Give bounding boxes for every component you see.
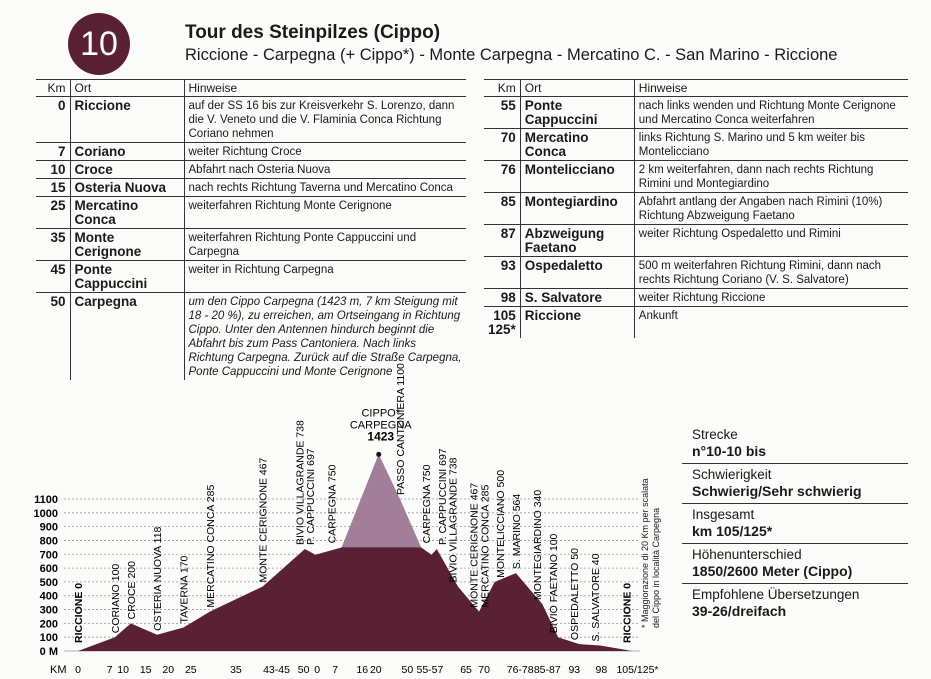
cell-hin: Abfahrt nach Osteria Nuova (184, 161, 466, 179)
cell-ort: Monte Cerignone (70, 229, 184, 261)
cell-km: 105 125* (484, 307, 520, 339)
cell-hin: auf der SS 16 bis zur Kreisverkehr S. Lorenzo, dann die V. Veneto und die V. Flaminia Conca Richtung Coriano nehmen (184, 97, 466, 143)
table-row (36, 197, 466, 229)
cell-ort: Coriano (70, 143, 184, 161)
cell-hin: nach rechts Richtung Taverna und Mercatino Conca (184, 179, 466, 197)
x-tick-label: 93 (568, 664, 581, 676)
cell-km: 98 (484, 289, 520, 307)
cell-hin: weiterfahren Richtung Ponte Cappuccini und Carpegna (184, 229, 466, 261)
cell-km: 35 (36, 229, 70, 261)
table-row (36, 97, 466, 143)
cippo-footnote: * Maggiorazione di 20 Km per scalata del Cippo in località Carpegna (640, 478, 661, 628)
info-label: Insgesamt (692, 507, 755, 522)
elevation-profile-chart (0, 363, 680, 679)
place-label: P. CAPPUCCINI 697 (305, 448, 318, 546)
place-label: BIVIO VILLAGRANDE 738 (447, 457, 460, 583)
x-tick-label: 0 (314, 664, 321, 676)
cell-km: 87 (484, 225, 520, 257)
x-tick-label: 98 (595, 664, 608, 676)
cell-hin: um den Cippo Carpegna (1423 m, 7 km Steigung mit 18 - 20 %), zu erreichen, am Ortseingang in Richtung Cippo. Unter den Antennen hindurch beginnt die Abfahrt bis zum Pass Cantoniera. Nach links Richtung Carpegna. Zurück auf die Straße Carpegna, Ponte Cappuccini und Monte Cerignone (188, 296, 462, 378)
col-ort-header: Ort (520, 80, 634, 97)
cell-ort: Abzweigung Faetano (520, 225, 634, 257)
place-label: CARPEGNA 750 (421, 464, 434, 544)
info-label: Strecke (692, 427, 738, 442)
cell-km: 15 (36, 179, 70, 197)
cell-ort: Mercatino Conca (70, 197, 184, 229)
cell-hin: Ankunft (638, 310, 678, 322)
info-label: Empfohlene Übersetzungen (692, 587, 860, 602)
x-tick-label: 43-45 (263, 664, 290, 676)
cell-hin: weiter Richtung Ospedaletto und Rimini (634, 225, 908, 257)
info-value: km 105/125* (692, 523, 773, 539)
y-tick-label: 300 (39, 604, 58, 617)
cell-km: 93 (484, 257, 520, 289)
cell-hin: weiter Richtung Riccione (634, 289, 908, 307)
cell-ort: Montelicciano (520, 161, 634, 193)
cell-ort: Riccione (70, 97, 184, 143)
table-row (484, 97, 908, 129)
table-row (484, 129, 908, 161)
cell-hin: links Richtung S. Marino und 5 km weiter bis Montelicciano (634, 129, 908, 161)
info-label: Höhenunterschied (692, 547, 802, 562)
cell-hin: weiter Richtung Croce (184, 143, 466, 161)
info-label: Schwierigkeit (692, 467, 772, 482)
cell-km: 45 (36, 261, 70, 293)
x-tick-label: 55-57 (416, 664, 444, 676)
x-tick-label: 20 (369, 664, 382, 676)
x-tick-label: 0 (75, 664, 81, 676)
route-info-panel (682, 424, 908, 623)
place-label: OSTERIA NUOVA 118 (152, 526, 165, 631)
table-row (484, 307, 908, 339)
cell-hin: weiterfahren Richtung Monte Cerignone (184, 197, 466, 229)
info-block (682, 464, 908, 504)
place-label: MONTELICCIANO 500 (495, 469, 508, 578)
table-row (484, 161, 908, 193)
x-tick-label: 50 (297, 664, 310, 676)
table-row (484, 225, 908, 257)
place-label: TAVERNA 170 (178, 555, 191, 624)
x-tick-label: 7 (332, 664, 339, 676)
place-label: MONTE CERIGNONE 467 (257, 457, 270, 583)
place-label: CROCE 200 (125, 561, 138, 620)
cell-hin: 2 km weiterfahren, dann nach rechts Richtung Rimini und Montegiardino (634, 161, 908, 193)
place-label: OSPEDALETTO 50 (568, 548, 581, 641)
info-value: 39-26/dreifach (692, 603, 787, 619)
table-row (484, 193, 908, 225)
place-label: BIVIO VILLAGRANDE 738 (294, 420, 307, 546)
col-hinweise-header: Hinweise (184, 80, 466, 97)
y-tick-label: 400 (39, 590, 58, 603)
info-value: Schwierig/Sehr schwierig (692, 483, 862, 499)
place-label: RICCIONE 0 (73, 582, 85, 643)
y-tick-label: 600 (39, 563, 58, 576)
cell-ort: Montegiardino (520, 193, 634, 225)
table-row (36, 161, 466, 179)
cippo-peak-area (342, 454, 421, 547)
cell-ort: Riccione (520, 307, 634, 339)
y-tick-label: 500 (39, 576, 58, 589)
cell-km: 85 (484, 193, 520, 225)
cell-km: 7 (36, 143, 70, 161)
x-tick-label: 50 (401, 664, 414, 676)
table-row (36, 179, 466, 197)
x-tick-label: 16 (356, 664, 369, 676)
table-row (36, 261, 466, 293)
y-tick-label: 900 (39, 521, 58, 534)
info-block (682, 544, 908, 584)
table-row (484, 257, 908, 289)
cell-ort: Ponte Cappuccini (520, 97, 634, 129)
route-table-right (484, 79, 908, 338)
place-label: BIVIO FAETANO 100 (547, 533, 560, 634)
cell-ort: S. Salvatore (520, 289, 634, 307)
x-tick-label: 105/125* (616, 664, 659, 676)
x-tick-label: 25 (184, 664, 197, 676)
cell-ort: Mercatino Conca (520, 129, 634, 161)
cell-ort: Croce (70, 161, 184, 179)
peak-label: CIPPO* (361, 407, 401, 420)
place-label: MONTE CERIGNONE 467 (468, 482, 481, 608)
y-tick-label: 1000 (33, 507, 58, 520)
table-row (36, 229, 466, 261)
cell-km: 76 (484, 161, 520, 193)
x-tick-label: 35 (230, 664, 242, 676)
place-label: CORIANO 100 (109, 563, 122, 634)
table-row (36, 143, 466, 161)
cell-km: 50 (36, 293, 70, 381)
cell-hin: Abfahrt antlang der Angaben nach Rimini (10%) Richtung Abzweigung Faetano (634, 193, 908, 225)
x-tick-label: 85-87 (533, 664, 561, 676)
page-subtitle: Riccione - Carpegna (+ Cippo*) - Monte Carpegna - Mercatino C. - San Marino - Riccione (185, 46, 838, 64)
cell-km: 10 (36, 161, 70, 179)
x-tick-label: 7 (106, 664, 113, 676)
table-row (484, 289, 908, 307)
info-block (682, 504, 908, 544)
y-tick-label: 1100 (34, 494, 58, 506)
cell-km: 70 (484, 129, 520, 161)
cell-km: 55 (484, 97, 520, 129)
cell-km: 25 (36, 197, 70, 229)
place-label: PASSO CANTONIERA 1100 (394, 363, 407, 495)
col-km-header: Km (36, 80, 70, 97)
cell-hin: nach links wenden und Richtung Monte Cerignone und Mercatino Conca weiterfahren (634, 97, 908, 129)
x-tick-label: 76-78 (506, 664, 534, 676)
col-hinweise-header: Hinweise (634, 80, 908, 97)
y-tick-label: 700 (39, 549, 58, 562)
info-value: n°10-10 bis (692, 443, 767, 459)
y-tick-label: 0 M (39, 646, 58, 658)
place-label: RICCIONE 0 (621, 582, 634, 643)
place-label: S. MARINO 564 (510, 493, 523, 570)
place-label: MONTEGIARDINO 340 (532, 489, 545, 601)
place-label: S. SALVATORE 40 (590, 553, 603, 642)
x-tick-label: 20 (162, 664, 175, 676)
cell-hin: weiter in Richtung Carpegna (184, 261, 466, 293)
col-ort-header: Ort (70, 80, 184, 97)
y-tick-label: 800 (39, 535, 58, 548)
y-tick-label: 100 (39, 632, 58, 645)
x-axis-title: KM (50, 664, 67, 676)
cell-km: 0 (36, 97, 70, 143)
cell-ort: Carpegna (70, 293, 184, 381)
peak-marker (376, 452, 381, 457)
cell-ort: Osteria Nuova (70, 179, 184, 197)
x-tick-label: 70 (478, 664, 490, 676)
page-title: Tour des Steinpilzes (Cippo) (185, 22, 441, 43)
info-block (682, 584, 908, 623)
place-label: MERCATINO CONCA 285 (479, 484, 492, 608)
cell-hin: 500 m weiterfahren Richtung Rimini, dann nach rechts Richtung Coriano (V. S. Salvatore) (634, 257, 908, 289)
place-label: CARPEGNA 750 (326, 464, 339, 544)
x-tick-label: 15 (139, 664, 152, 676)
x-tick-label: 10 (117, 664, 129, 676)
peak-label: 1423 (367, 429, 395, 444)
cell-ort: Ponte Cappuccini (70, 261, 184, 293)
cell-ort: Ospedaletto (520, 257, 634, 289)
info-block (682, 424, 908, 464)
x-tick-label: 65 (460, 664, 472, 676)
tour-number-badge: 10 (68, 13, 130, 75)
place-label: P. CAPPUCCINI 697 (437, 448, 450, 546)
place-label: MERCATINO CONCA 285 (204, 484, 217, 608)
y-tick-label: 200 (39, 618, 58, 631)
peak-label: CARPEGNA (349, 419, 412, 432)
info-value: 1850/2600 Meter (Cippo) (692, 563, 853, 579)
route-table-left (36, 79, 466, 380)
col-km-header: Km (484, 80, 520, 97)
